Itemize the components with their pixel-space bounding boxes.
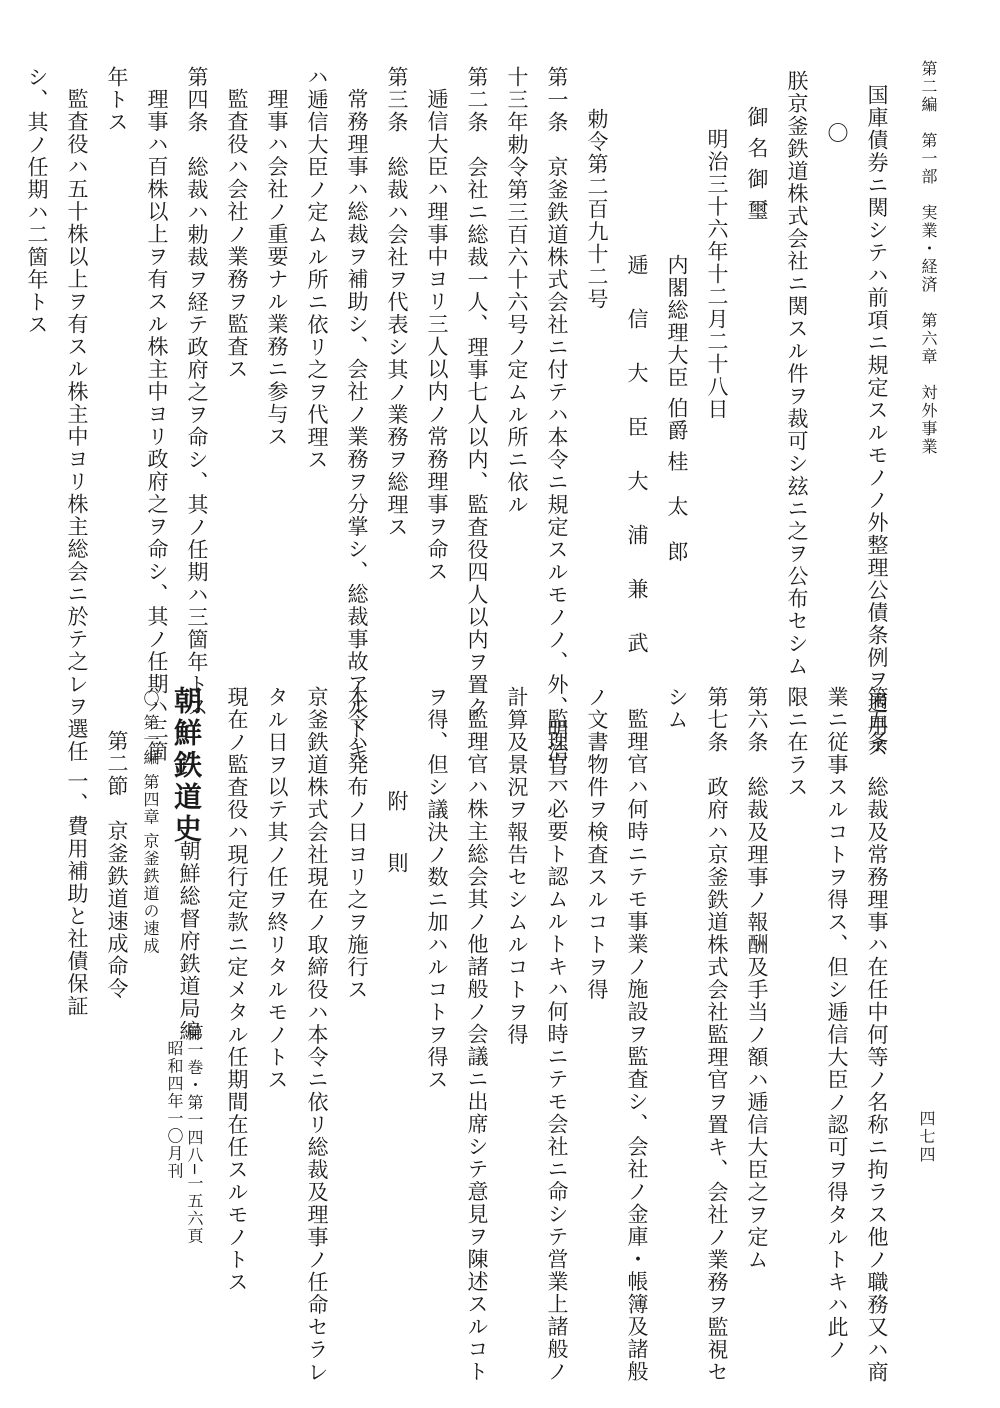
text-column: 第二条 会社ニ総裁一人、理事七人以内、監査役四人以内ヲ置ク xyxy=(465,66,489,719)
text-column: 監査役ハ五十株以上ヲ有スル株主中ヨリ株主総会ニ於テ之レヲ選任 xyxy=(65,88,89,763)
text-column: 十三年勅令第三百六十六号ノ定ムル所ニ依ル xyxy=(505,66,529,516)
text-column: ノ文書物件ヲ検査スルコトヲ得 xyxy=(585,686,609,1001)
text-column: 附 則 xyxy=(385,790,409,883)
text-column: 第五条 総裁及常務理事ハ在任中何等ノ名称ニ拘ラス他ノ職務又ハ商 xyxy=(865,686,889,1384)
text-column: 勅令第二百九十二号 xyxy=(585,108,609,311)
text-column: 監査役ハ会社ノ業務ヲ監査ス xyxy=(225,88,249,381)
text-column: 御名御璽 xyxy=(745,106,769,230)
text-column: 国庫債券ニ関シテハ前項ニ規定スルモノノ外整理公債条例ヲ適用ス xyxy=(865,84,889,759)
text-column: 理事ハ会社ノ重要ナル業務ニ参与ス xyxy=(265,88,289,448)
source-publisher: 朝鮮総督府鉄道局編 xyxy=(177,840,201,1043)
text-column: 京釜鉄道株式会社現在ノ取締役ハ本令ニ依リ総裁及理事ノ任命セラレ xyxy=(305,686,329,1384)
text-column: 常務理事ハ総裁ヲ補助シ、会社ノ業務ヲ分掌シ、総裁事故アルトキ xyxy=(345,88,369,763)
text-column: シ、其ノ任期ハ二箇年トス xyxy=(25,66,49,336)
text-column: 本令ハ発布ノ日ヨリ之ヲ施行ス xyxy=(345,686,369,1001)
text-column: 現在ノ監査役ハ現行定款ニ定メタル任期間在任スルモノトス xyxy=(225,686,249,1294)
text-column: 朕京釜鉄道株式会社ニ関スル件ヲ裁可シ玆ニ之ヲ公布セシム xyxy=(785,70,809,678)
text-column: 第六条 総裁及理事ノ報酬及手当ノ額ハ逓信大臣之ヲ定ム xyxy=(745,686,769,1271)
text-column: 年トス xyxy=(105,66,129,134)
text-column: 理事ハ百株以上ヲ有スル株主中ヨリ政府之ヲ命シ、其ノ任期ハ三箇 xyxy=(145,88,169,763)
source-chapter: 〇 第一編 第四章 京釜鉄道の速成 xyxy=(141,690,160,955)
text-column: 限ニ在ラス xyxy=(785,686,809,799)
text-column: ヲ得、但シ議決ノ数ニ加ハルコトヲ得ス xyxy=(425,686,449,1091)
text-column: 監理官ハ株主総会其ノ他諸般ノ会議ニ出席シテ意見ヲ陳述スルコト xyxy=(465,708,489,1383)
text-column: シム xyxy=(665,686,689,731)
text-column: 逓 信 大 臣 大 浦 兼 武 xyxy=(625,254,649,659)
page-number: 四七四 xyxy=(917,1110,936,1164)
text-column: ハ逓信大臣ノ定ムル所ニ依リ之ヲ代理ス xyxy=(305,66,329,471)
text-column: 第七条 政府ハ京釜鉄道株式会社監理官ヲ置キ、会社ノ業務ヲ監視セ xyxy=(705,686,729,1384)
text-column: 内閣総理大臣 伯爵 桂 太 郎 xyxy=(665,254,689,563)
text-column: 明治三十六年十二月二十八日 xyxy=(705,128,729,421)
running-header: 第二編 第一部 実業・経済 第六章 対外事業 xyxy=(919,60,938,456)
source-title: 朝鮮鉄道史 xyxy=(170,686,203,846)
text-column: 逓信大臣ハ理事中ヨリ三人以内ノ常務理事ヲ命ス xyxy=(425,88,449,583)
source-date: 昭和四年一〇月刊 xyxy=(165,1040,184,1180)
text-column: 監理官ハ何時ニテモ事業ノ施設ヲ監査シ、会社ノ金庫・帳簿及諸般 xyxy=(625,708,649,1383)
text-column: 業ニ従事スルコトヲ得ス、但シ逓信大臣ノ認可ヲ得タルトキハ此ノ xyxy=(825,686,849,1361)
source-volume: 第一巻・第一四八─一五六頁 xyxy=(185,1024,204,1246)
source-section: 第二節 京釜鉄道速成命令 xyxy=(105,730,129,1000)
text-column: 〇 xyxy=(825,122,849,145)
text-column: 第一条 京釜鉄道株式会社ニ付テハ本令ニ規定スルモノノ、外、明治三 xyxy=(545,66,569,786)
text-column: 第三条 総裁ハ会社ヲ代表シ其ノ業務ヲ総理ス xyxy=(385,66,409,539)
text-column: 監理官ハ必要ト認ムルトキハ何時ニテモ会社ニ命シテ営業上諸般ノ xyxy=(545,708,569,1383)
text-column: 第四条 総裁ハ勅裁ヲ経テ政府之ヲ命シ、其ノ任期ハ三箇年トス xyxy=(185,66,209,719)
text-column: タル日ヲ以テ其ノ任ヲ終リタルモノトス xyxy=(265,686,289,1091)
text-column: 計算及景況ヲ報告セシムルコトヲ得 xyxy=(505,686,529,1046)
source-subsection: 一、費用補助と社債保証 xyxy=(65,770,89,1018)
